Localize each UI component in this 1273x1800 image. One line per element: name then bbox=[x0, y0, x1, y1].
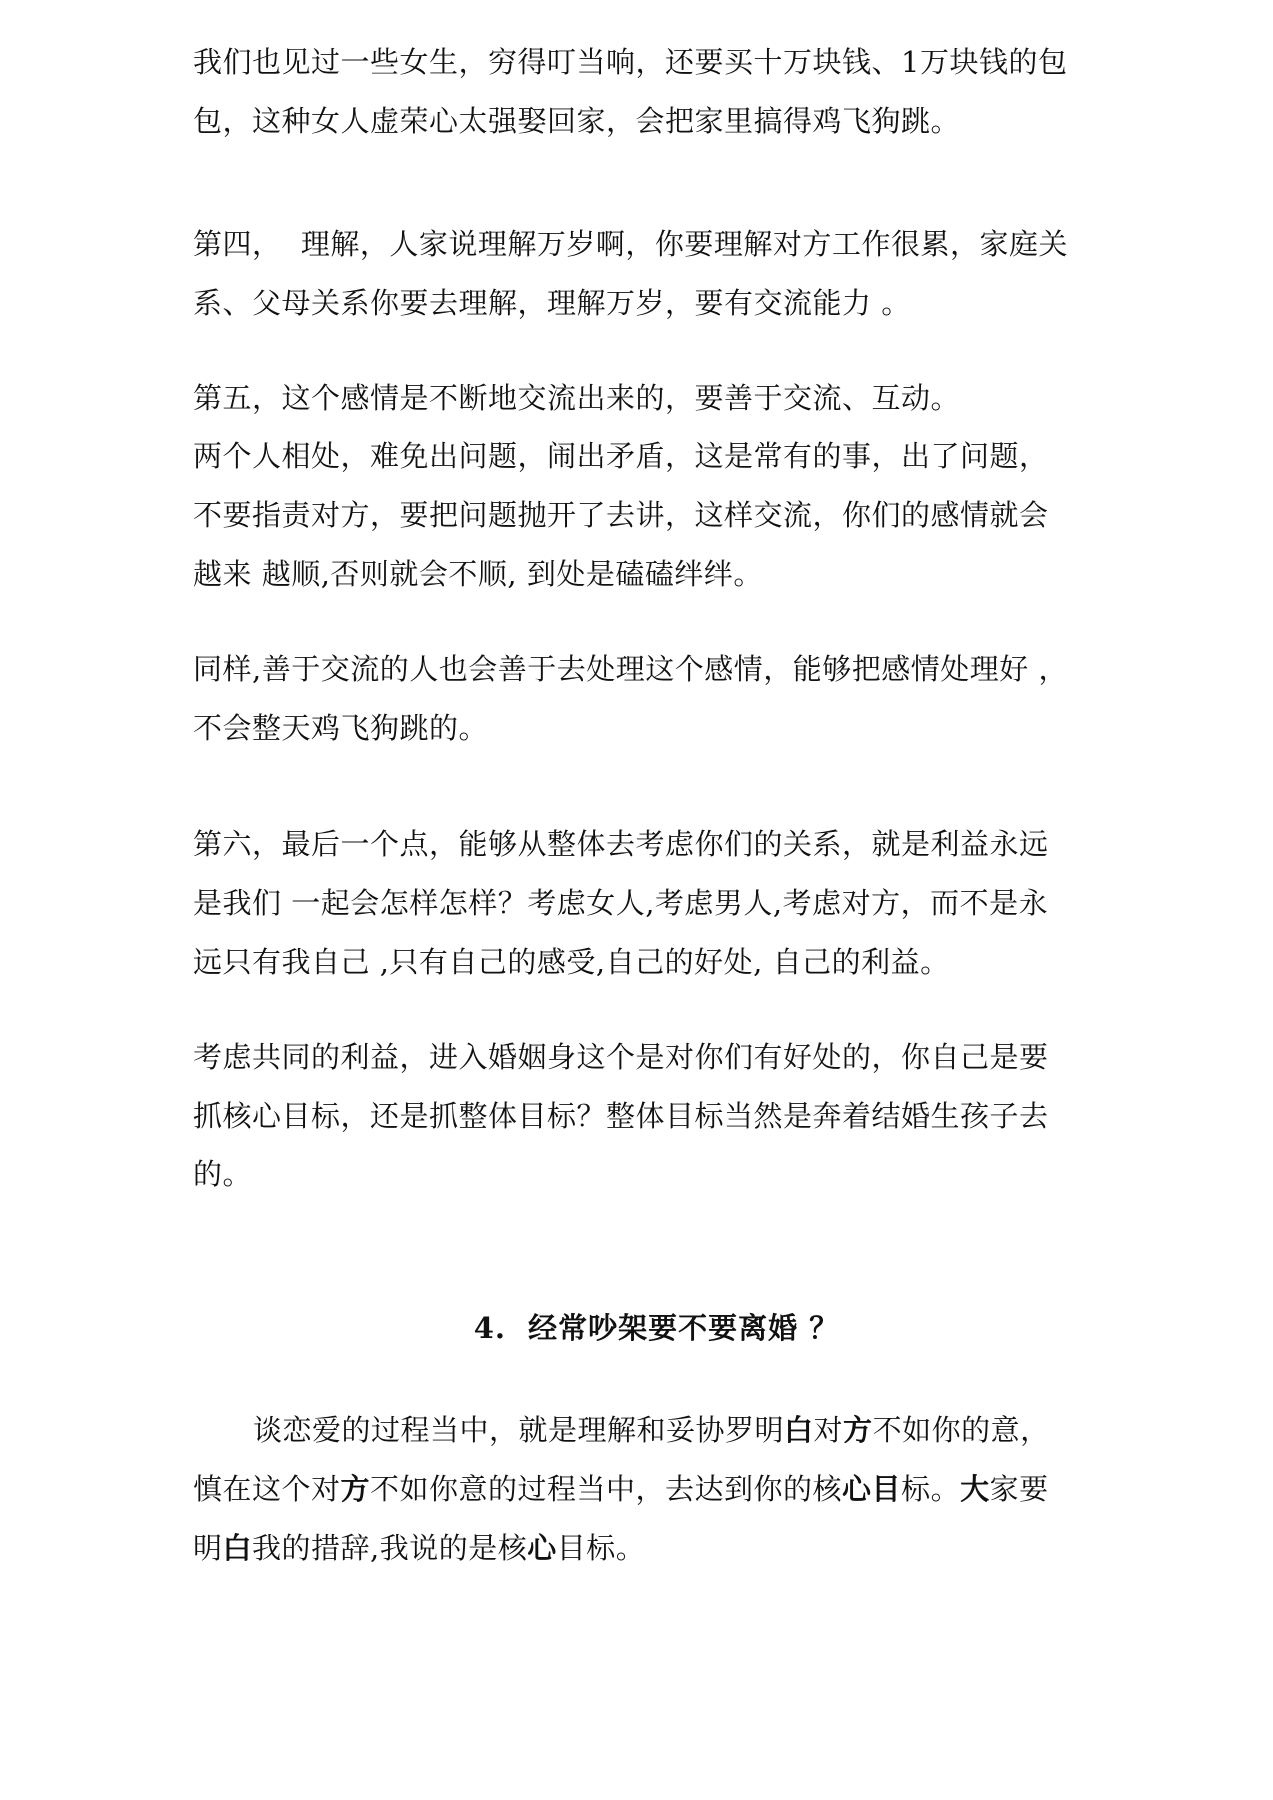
bold-run: 心目 bbox=[842, 1472, 902, 1506]
final-paragraph-line-2 bbox=[193, 1471, 1049, 1507]
bold-run: 心 bbox=[527, 1531, 557, 1565]
section-heading: 4. 经常吵架要不要离婚 ？ bbox=[473, 1311, 840, 1345]
text-run: 目标。 bbox=[556, 1531, 646, 1565]
paragraph-1-line-1: 我们也见过一些女生，穷得叮当响，还要买十万块钱、1万块钱的包 bbox=[193, 45, 1068, 79]
paragraph-2-line-2: 系、父母关系你要去理解，理解万岁，要有交流能力 。 bbox=[193, 286, 911, 320]
paragraph-4-line-1: 同样,善于交流的人也会善于去处理这个感情，能够把感情处理好 ， bbox=[193, 652, 1068, 686]
paragraph-6-line-3: 的。 bbox=[193, 1157, 253, 1191]
bold-run: 大 bbox=[960, 1472, 990, 1506]
bold-run: 方 bbox=[340, 1472, 371, 1506]
bold-run: 方 bbox=[843, 1413, 873, 1447]
paragraph-6-line-2: 抓核心目标，还是抓整体目标？整体目标当然是奔着结婚生孩子去 bbox=[193, 1099, 1049, 1133]
paragraph-2-line-1: 第四， 理解，人家说理解万岁啊，你要理解对方工作很累，家庭关 bbox=[193, 227, 1068, 261]
final-paragraph-line-3 bbox=[193, 1530, 645, 1566]
text-run: 对 bbox=[813, 1413, 844, 1447]
text-run: 谈恋爱的过程当中，就是理解和妥协罗明 bbox=[253, 1413, 785, 1447]
text-run: 标。 bbox=[901, 1472, 961, 1506]
paragraph-5-line-1: 第六，最后一个点，能够从整体去考虑你们的关系，就是利益永远 bbox=[193, 827, 1049, 861]
text-run: 不如你的意， bbox=[872, 1413, 1050, 1447]
bold-run: 白 bbox=[784, 1413, 814, 1447]
text-run: 不如你意的过程当中，去达到你的核 bbox=[370, 1472, 843, 1506]
text-run: 家要 bbox=[989, 1472, 1049, 1506]
paragraph-3-line-3: 不要指责对方，要把问题抛开了去讲，这样交流，你们的感情就会 bbox=[193, 498, 1049, 532]
paragraph-4-line-2: 不会整天鸡飞狗跳的。 bbox=[193, 711, 489, 745]
paragraph-3-line-2: 两个人相处，难免出问题，闹出矛盾，这是常有的事，出了问题， bbox=[193, 439, 1049, 473]
paragraph-3-line-4: 越来 越顺,否则就会不顺, 到处是磕磕绊绊。 bbox=[193, 557, 763, 591]
text-run: 明 bbox=[193, 1531, 223, 1565]
paragraph-1-line-2: 包，这种女人虚荣心太强娶回家，会把家里搞得鸡飞狗跳。 bbox=[193, 104, 961, 138]
paragraph-5-line-3: 远只有我自己 ,只有自己的感受,自己的好处, 自己的利益。 bbox=[193, 945, 950, 979]
bold-run: 白 bbox=[222, 1531, 253, 1565]
paragraph-3-line-1: 第五，这个感情是不断地交流出来的，要善于交流、互动。 bbox=[193, 381, 961, 415]
paragraph-6-line-1: 考虑共同的利益，进入婚姻身这个是对你们有好处的，你自己是要 bbox=[193, 1040, 1049, 1074]
text-run: 我的措辞,我说的是核 bbox=[252, 1531, 528, 1565]
text-run: 慎在这个对 bbox=[193, 1472, 341, 1506]
paragraph-5-line-2: 是我们 一起会怎样怎样？考虑女人,考虑男人,考虑对方，而不是永 bbox=[193, 886, 1049, 920]
final-paragraph-line-1 bbox=[253, 1412, 1050, 1448]
